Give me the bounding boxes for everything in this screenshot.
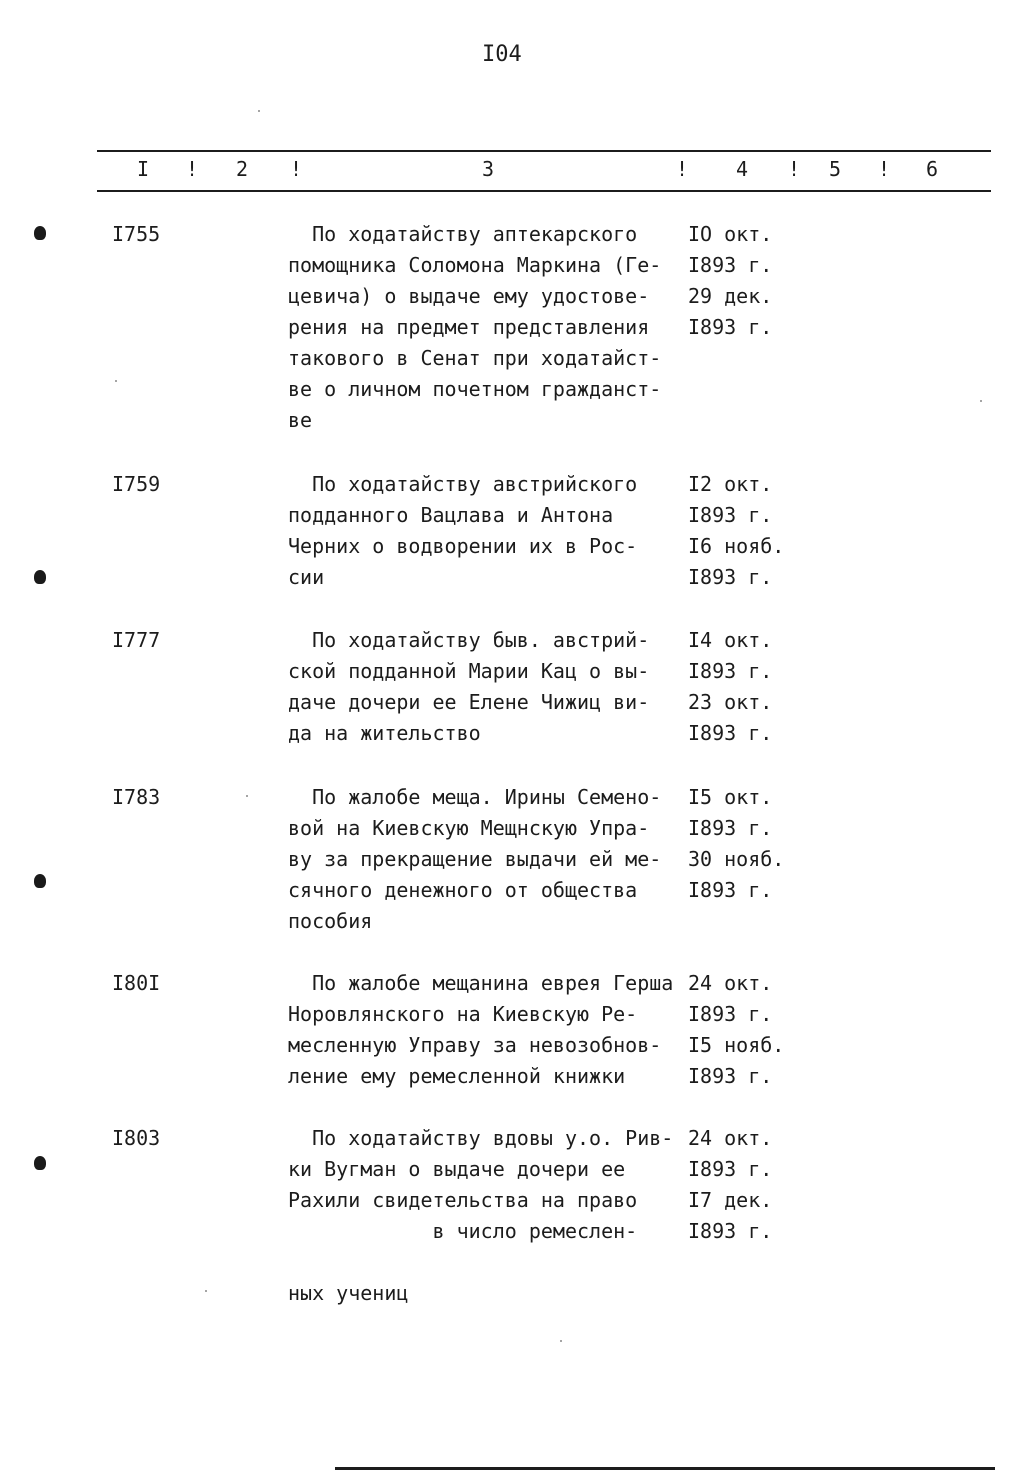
header-separator: ! [788, 157, 801, 181]
header-col-2: 2 [236, 157, 249, 181]
footer-rule [335, 1467, 995, 1470]
entry-number: I803 [112, 1126, 161, 1150]
scan-speck [205, 1290, 207, 1292]
entry-dates: I2 окт. I893 г. I6 нояб. I893 г. [688, 472, 785, 589]
scan-speck [980, 400, 982, 402]
table-header-rule [97, 190, 991, 192]
entry-description: По жалобе мещанина еврея Герша Норовлянского на Киевскую Ре- месленную Управу за невозобнов- ление ему ремесленной книжки [288, 971, 674, 1088]
page-number: I04 [482, 42, 522, 67]
header-separator: ! [676, 157, 689, 181]
entry-number: I755 [112, 222, 161, 246]
entry-number: I80I [112, 971, 161, 995]
binding-hole [34, 1156, 46, 1170]
binding-hole [34, 874, 46, 888]
entry-description: По ходатайству быв. австрий- ской подданной Марии Кац о вы- даче дочери ее Елене Чижиц ви- да на жительство [288, 628, 650, 745]
header-separator: ! [878, 157, 891, 181]
entry-dates: I4 окт. I893 г. 23 окт. I893 г. [688, 628, 773, 745]
entry-dates: I5 окт. I893 г. 30 нояб. I893 г. [688, 785, 785, 902]
entry-number: I783 [112, 785, 161, 809]
header-col-3: 3 [482, 157, 495, 181]
table-top-rule [97, 150, 991, 152]
header-col-5: 5 [829, 157, 842, 181]
scan-speck [560, 1340, 562, 1342]
header-separator: ! [186, 157, 199, 181]
scan-speck [115, 380, 117, 382]
entry-number: I777 [112, 628, 161, 652]
entry-dates: 24 окт. I893 г. I7 дек. I893 г. [688, 1126, 773, 1243]
header-col-4: 4 [736, 157, 749, 181]
scan-speck [258, 110, 260, 112]
entry-description: По ходатайству аптекарского помощника Соломона Маркина (Ге- цевича) о выдаче ему удостове- рения на предмет представления такового в Сенат при ходатайст- ве о личном почетном гражданст- ве [288, 222, 662, 432]
entry-dates: IO окт. I893 г. 29 дек. I893 г. [688, 222, 773, 339]
entry-description: По ходатайству австрийского подданного Вацлава и Антона Черних о водворении их в Рос- сии [288, 472, 638, 589]
header-col-1: I [137, 157, 150, 181]
entry-number: I759 [112, 472, 161, 496]
scan-speck [246, 795, 248, 797]
binding-hole [34, 226, 46, 240]
header-separator: ! [290, 157, 303, 181]
entry-description: По ходатайству вдовы у.о. Рив- ки Вугман о выдаче дочери ее Рахили свидетельства на право в число ремеслен- ных учениц [288, 1126, 674, 1305]
binding-hole [34, 570, 46, 584]
entry-dates: 24 окт. I893 г. I5 нояб. I893 г. [688, 971, 785, 1088]
header-col-6: 6 [926, 157, 939, 181]
entry-description: По жалобе меща. Ирины Семено- вой на Киевскую Мещнскую Упра- ву за прекращение выдачи ей ме- сячного денежного от общества пособия [288, 785, 662, 933]
